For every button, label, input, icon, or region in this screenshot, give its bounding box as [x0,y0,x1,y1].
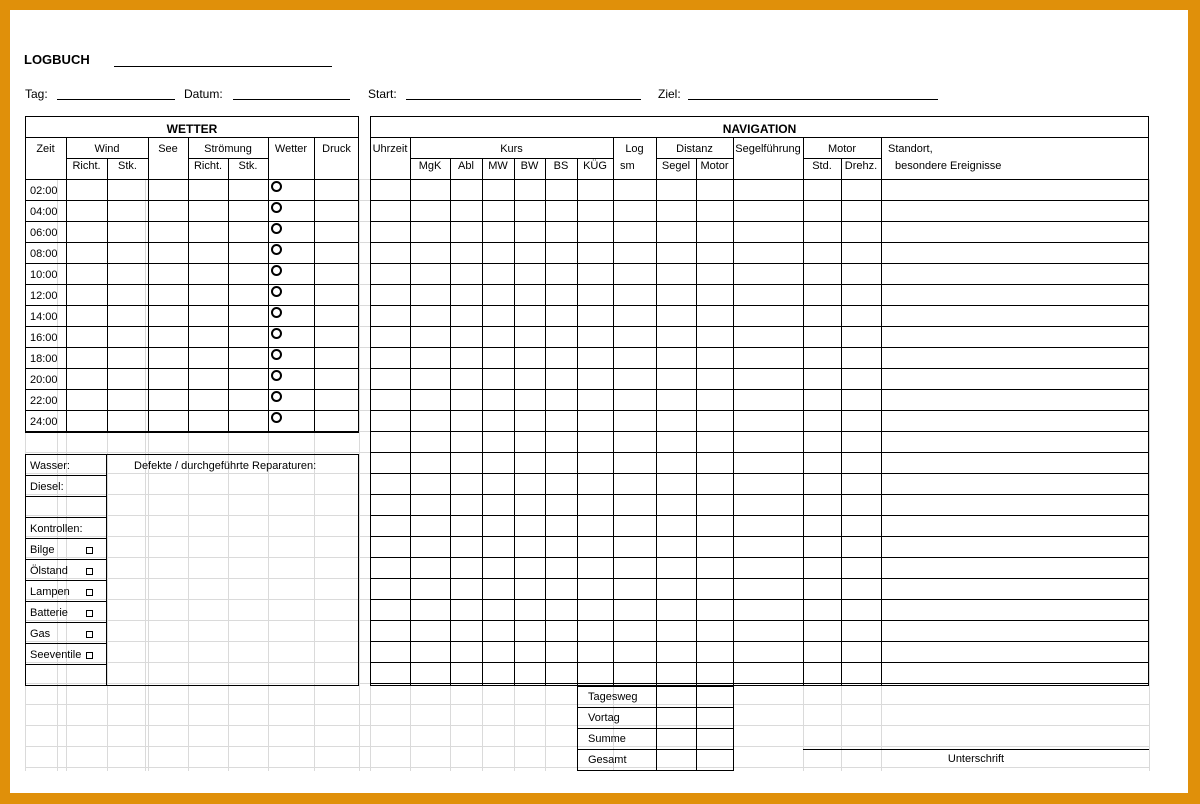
nav-subcolumn: sm [620,160,635,172]
subcol-wind-richt: Richt. [72,160,101,172]
col-wind: Wind [94,143,120,155]
weather-circle-icon[interactable] [271,181,282,192]
wasser-label: Wasser: [30,460,70,472]
diesel-label: Diesel: [30,481,64,493]
field-line-start[interactable] [406,99,641,100]
checkbox[interactable] [86,589,93,596]
nav-subcolumn: Motor [700,160,729,172]
weather-circle-icon[interactable] [271,202,282,213]
time-label: 02:00 [30,185,58,197]
field-label-start: Start: [368,87,397,101]
field-label-ziel: Ziel: [658,87,681,101]
time-label: 22:00 [30,395,58,407]
check-label: Gas [30,628,51,640]
checkbox[interactable] [86,547,93,554]
time-label: 16:00 [30,332,58,344]
summary-label: Vortag [588,712,620,724]
checkbox[interactable] [86,610,93,617]
grid-col-line [359,179,360,771]
weather-circle-icon[interactable] [271,223,282,234]
nav-subcolumn: KÜG [583,160,607,172]
kontrollen-label: Kontrollen: [30,523,83,535]
nav-subcolumn: Segel [661,160,691,172]
col-stroemung: Strömung [204,143,252,155]
field-label-tag: Tag: [25,87,48,101]
weather-circle-icon[interactable] [271,391,282,402]
col-druck: Druck [322,143,351,155]
time-label: 24:00 [30,416,58,428]
navigation-title: NAVIGATION [722,122,797,136]
logbook-title: LOGBUCH [24,52,90,67]
col-distanz: Distanz [676,143,713,155]
signature-label: Unterschrift [947,753,1005,765]
time-label: 12:00 [30,290,58,302]
col-standort: Standort, [888,143,933,155]
check-label: Batterie [30,607,68,619]
summary-label: Gesamt [588,754,627,766]
col-kurs: Kurs [500,143,523,155]
time-label: 20:00 [30,374,58,386]
time-label: 18:00 [30,353,58,365]
weather-circle-icon[interactable] [271,349,282,360]
weather-circle-icon[interactable] [271,286,282,297]
signature-line [803,749,1149,750]
weather-circle-icon[interactable] [271,412,282,423]
weather-circle-icon[interactable] [271,265,282,276]
subcol-str-stk: Stk. [238,160,258,172]
nav-subcolumn: Abl [458,160,474,172]
weather-circle-icon[interactable] [271,370,282,381]
field-label-datum: Datum: [184,87,223,101]
field-line-datum[interactable] [233,99,350,100]
time-label: 04:00 [30,206,58,218]
col-wetter: Wetter [274,143,308,155]
field-line-ziel[interactable] [688,99,938,100]
summary-label: Tagesweg [588,691,638,703]
checkbox[interactable] [86,652,93,659]
time-label: 10:00 [30,269,58,281]
checkbox[interactable] [86,568,93,575]
check-label: Ölstand [30,565,68,577]
nav-subcolumn: BS [553,160,569,172]
nav-subcolumn: besondere Ereignisse [895,160,1002,172]
logbook-page [10,10,1188,793]
subcol-wind-stk: Stk. [118,160,137,172]
nav-subcolumn: MW [488,160,508,172]
time-label: 14:00 [30,311,58,323]
field-line-tag[interactable] [57,99,175,100]
col-see: See [158,143,178,155]
col-segelfuehrung: Segelführung [735,143,801,155]
col-motor: Motor [827,143,857,155]
check-label: Seeventile [30,649,82,661]
nav-subcolumn: BW [520,160,539,172]
grid-col-line [1149,179,1150,771]
weather-circle-icon[interactable] [271,244,282,255]
defekte-label: Defekte / durchgeführte Reparaturen: [134,460,317,472]
check-label: Bilge [30,544,55,556]
col-zeit: Zeit [36,143,55,155]
col-log: Log [625,143,644,155]
check-label: Lampen [30,586,70,598]
title-line[interactable] [114,66,332,67]
subcol-str-richt: Richt. [193,160,223,172]
col-uhrzeit: Uhrzeit [372,143,408,155]
time-label: 08:00 [30,248,58,260]
weather-circle-icon[interactable] [271,307,282,318]
nav-subcolumn: Std. [812,160,832,172]
nav-subcolumn: MgK [418,160,442,172]
wetter-title: WETTER [166,122,218,136]
time-label: 06:00 [30,227,58,239]
summary-label: Summe [588,733,626,745]
nav-subcolumn: Drehz. [844,160,878,172]
weather-circle-icon[interactable] [271,328,282,339]
checkbox[interactable] [86,631,93,638]
navigation-box [370,116,1149,686]
